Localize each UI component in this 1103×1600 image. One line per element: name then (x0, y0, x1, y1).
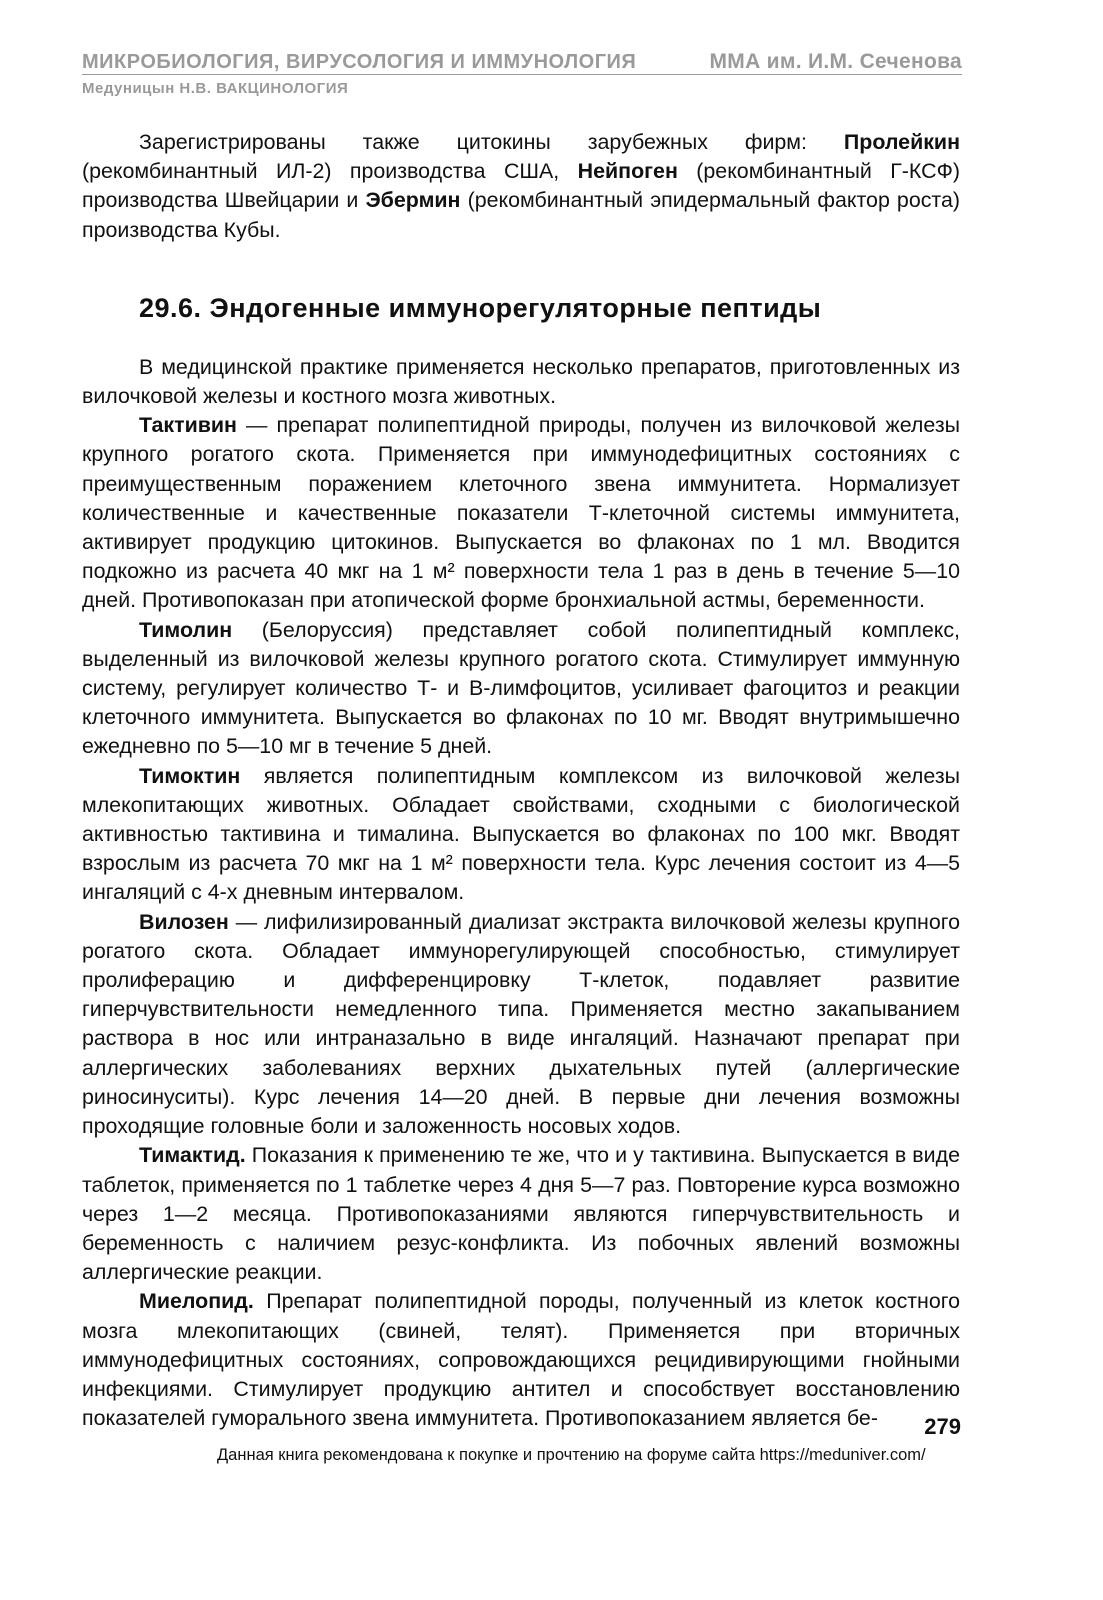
footer-note: Данная книга рекомендована к покупке и прочтению на форуме сайта https://meduniver.com/ (217, 1446, 926, 1464)
paragraph (82, 1287, 960, 1433)
paragraph-text: Показания к применению те же, что и у тактивина. Выпускается в виде таблеток, применяется по 1 таблетке через 4 дня 5—7 раз. Повторение курса возможно через 1—2 месяца. Противопоказаниями являются гиперчувствительность и беременность с наличием резус-конфликта. Из побочных явлений возможны аллергические реакции. (82, 1143, 960, 1285)
intro-text-1: Зарегистрированы также цитокины зарубежных фирм: (139, 130, 844, 154)
drug-name: Тимактид. (139, 1143, 246, 1168)
running-header (82, 44, 962, 75)
intro-text-2: (рекомбинантный ИЛ-2) производства США, (82, 159, 578, 184)
header-author-book: Медуницын Н.В. ВАКЦИНОЛОГИЯ (82, 80, 349, 97)
intro-text-4: (рекомбинантный эпидермальный фактор роста) производства Кубы. (82, 188, 961, 242)
header-institution: ММА им. И.М. Сеченова (709, 50, 962, 73)
section-title: 29.6. Эндогенные иммунорегуляторные пептиды (139, 292, 822, 323)
drug-name: Вилозен (139, 909, 229, 934)
drug-name: Миелопид. (139, 1289, 254, 1314)
paragraph-text: — лифилизированный диализат экстракта вилочковой железы крупного рогатого скота. Обладает иммунорегулирующей способностью, стимулирует пролиферацию и дифференцировку Т-клеток, подавляет развитие гиперчувствительности немедленного типа. Применяется местно закапыванием раствора в нос или интраназально в виде ингаляций. Назначают препарат при аллергических заболеваниях верхних дыхательных путей (аллергические риносинуситы). Курс лечения 14—20 дней. В первые дни лечения возможны проходящие головные боли и заложенность носовых ходов. (82, 909, 960, 1139)
drug-name-neupogen: Нейпоген (577, 159, 678, 184)
paragraph (82, 762, 960, 908)
drug-name-ebermin: Эбермин (365, 188, 461, 213)
page-body (82, 128, 960, 1433)
page-number: 279 (924, 1414, 961, 1439)
paragraph (82, 908, 960, 1142)
drug-name-proleukin: Пролейкин (843, 130, 960, 154)
drug-name: Тимоктин (139, 763, 241, 788)
paragraph-text: (Белоруссия) представляет собой полипептидный комплекс, выделенный из вилочковой железы крупного рогатого скота. Стимулирует иммунную систему, регулирует количество Т- и В-лимфоцитов, усиливает фагоцитоз и реакции клеточного иммунитета. Выпускается во флаконах по 10 мг. Вводят внутримышечно ежедневно по 5—10 мг в течение 5 дней. (82, 617, 960, 759)
drug-name: Тактивин (139, 413, 237, 438)
paragraph-text: — препарат полипептидной природы, получен из вилочковой железы крупного рогатого скота. Применяется при иммунодефицитных состояниях с преимущественным поражением клеточного звена иммунитета. Нормализует количественные и качественные показатели Т-клеточной системы иммунитета, активирует продукцию цитокинов. Выпускается во флаконах по 1 мл. Вводится подкожно из расчета 40 мкг на 1 м² поверхности тела 1 раз в день в течение 5—10 дней. Противопоказан при атопической форме бронхиальной астмы, беременности. (82, 413, 960, 613)
paragraph-text: Препарат полипептидной породы, полученный из клеток костного мозга млекопитающих (свиней, телят). Применяется при вторичных иммунодефицитных состояниях, сопровождающихся рецидивирующими гнойными инфекциями. Стимулирует продукцию антител и способствует восстановлению показателей гуморального звена иммунитета. Противопоказанием является бе- (82, 1289, 960, 1431)
paragraph-text: является полипептидным комплексом из вилочковой железы млекопитающих животных. Обладает свойствами, сходными с биологической активностью тактивина и тималина. Выпускается во флаконах по 100 мкг. Вводят взрослым из расчета 70 мкг на 1 м² поверхности тела. Курс лечения состоит из 4—5 ингаляций с 4-х дневным интервалом. (82, 763, 960, 905)
header-subject: МИКРОБИОЛОГИЯ, ВИРУСОЛОГИЯ И ИММУНОЛОГИЯ (82, 51, 637, 73)
paragraph (82, 616, 960, 762)
intro-text-3: (рекомбинантный Г-КСФ) производства Швейцарии и (82, 159, 960, 213)
drug-name: Тимолин (139, 617, 233, 642)
intro-paragraph (82, 128, 960, 245)
paragraph-text: В медицинской практике применяется несколько препаратов, приготовленных из вилочковой железы и костного мозга животных. (82, 354, 960, 409)
paragraph (82, 353, 960, 411)
paragraph (82, 411, 960, 615)
paragraph (82, 1141, 960, 1287)
